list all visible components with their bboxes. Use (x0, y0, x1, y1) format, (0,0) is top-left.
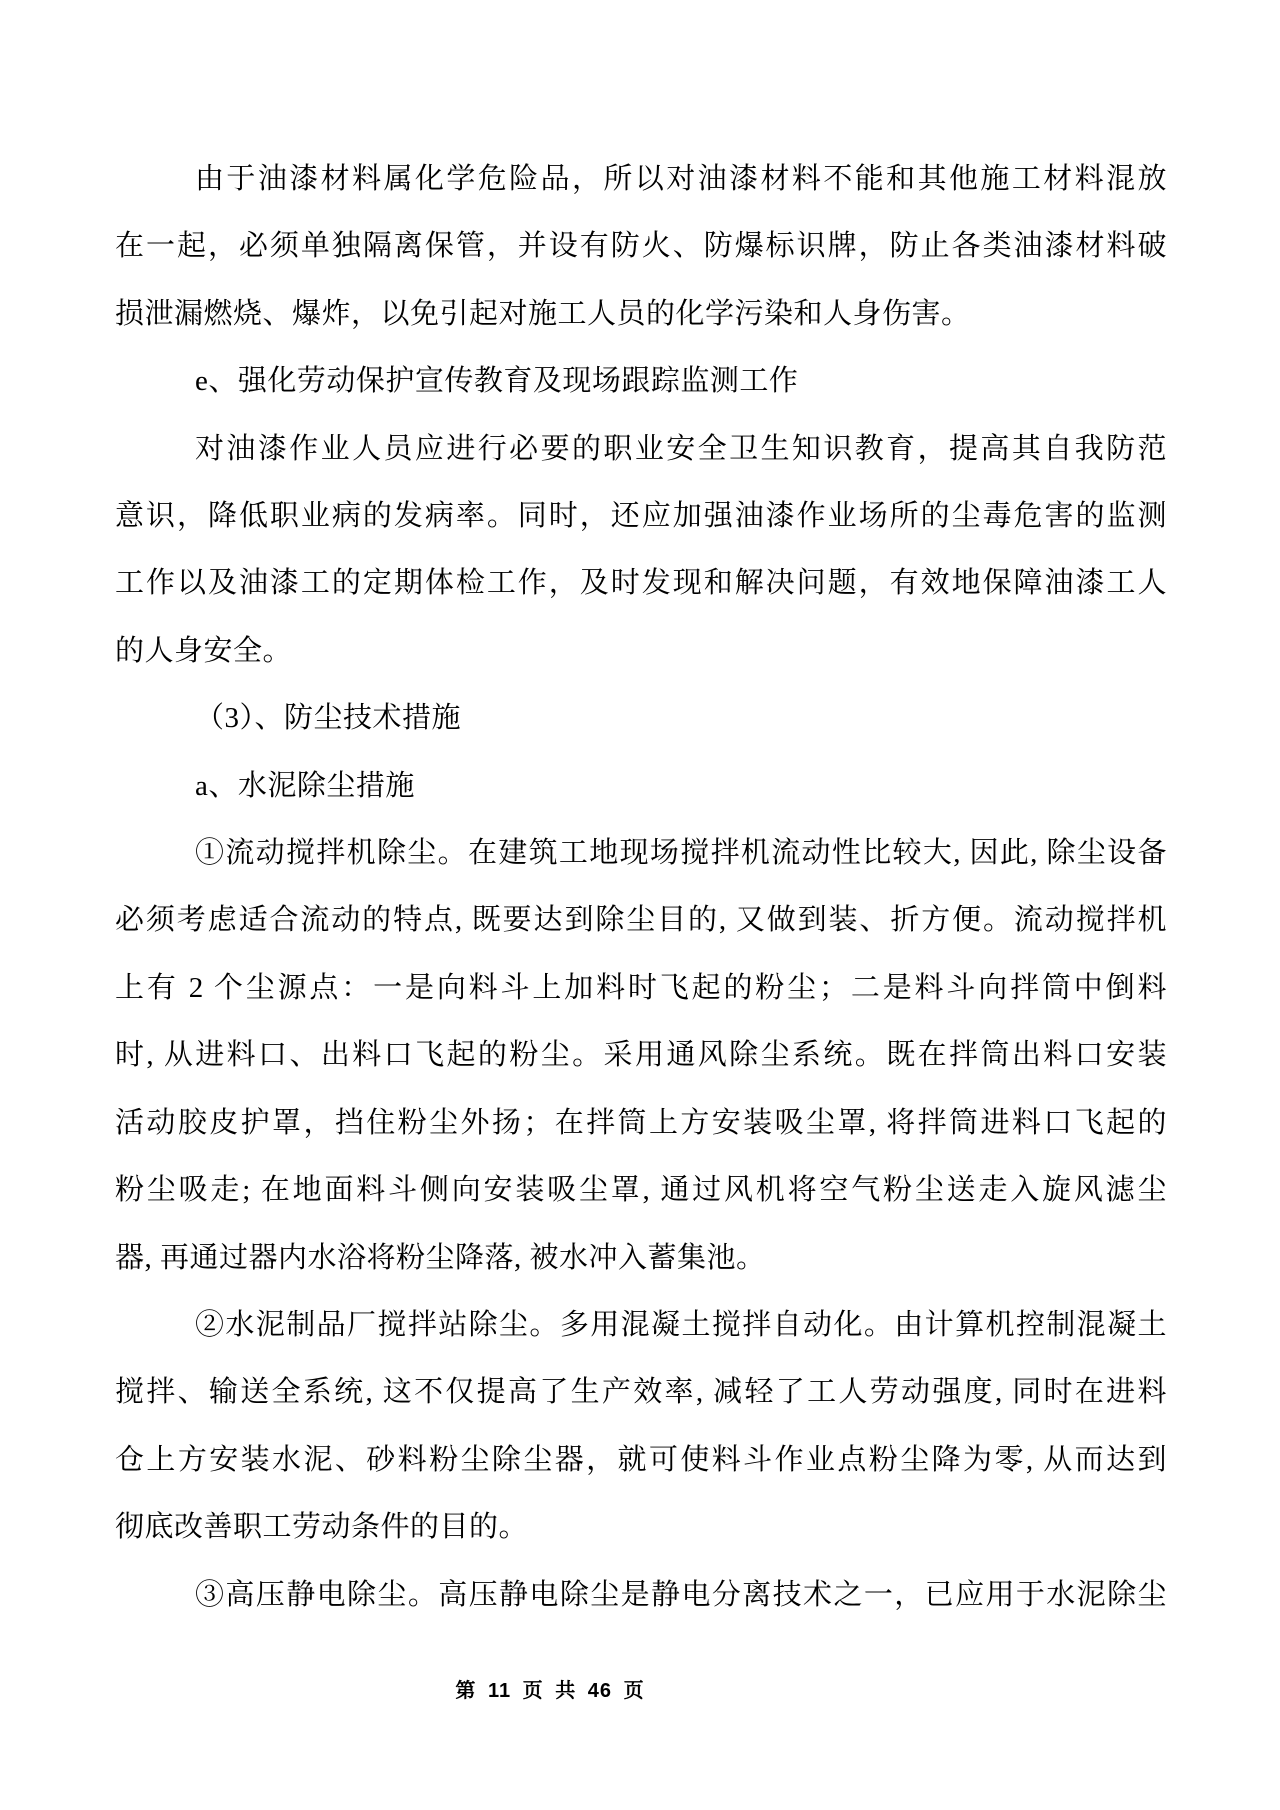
text-line: 器, 再通过器内水浴将粉尘降落, 被水冲入蓄集池。 (115, 1241, 766, 1274)
text-line: 工作以及油漆工的定期体检工作，及时发现和解决问题，有效地保障油漆工人 (115, 567, 1167, 600)
text-line: 仓上方安装水泥、砂料粉尘除尘器，就可使料斗作业点粉尘降为零, 从而达到 (115, 1443, 1167, 1476)
text-line: a、水泥除尘措施 (195, 769, 415, 802)
text-line: 在一起，必须单独隔离保管，并设有防火、防爆标识牌，防止各类油漆材料破 (115, 230, 1167, 263)
text-line: 由于油漆材料属化学危险品，所以对油漆材料不能和其他施工材料混放 (195, 163, 1167, 195)
text-line: 对油漆作业人员应进行必要的职业安全卫生知识教育，提高其自我防范 (195, 432, 1167, 465)
text-line: 意识，降低职业病的发病率。同时，还应加强油漆作业场所的尘毒危害的监测 (115, 500, 1167, 533)
text-line: 的人身安全。 (115, 634, 293, 667)
text-line: 时, 从进料口、出料口飞起的粉尘。采用通风除尘系统。既在拌筒出料口安装 (115, 1039, 1167, 1072)
text-line: 彻底改善职工劳动条件的目的。 (115, 1511, 529, 1544)
document-body (115, 146, 1167, 1629)
text-line: e、强化劳动保护宣传教育及现场跟踪监测工作 (195, 365, 799, 398)
text-line: 上有 2 个尘源点：一是向料斗上加料时飞起的粉尘；二是料斗向拌筒中倒料 (115, 971, 1167, 1004)
text-line: 搅拌、输送全系统, 这不仅提高了生产效率, 减轻了工人劳动强度, 同时在进料 (115, 1376, 1167, 1409)
text-line: ①流动搅拌机除尘。在建筑工地现场搅拌机流动性比较大, 因此, 除尘设备 (195, 837, 1167, 870)
text-line: 损泄漏燃烧、爆炸，以免引起对施工人员的化学污染和人身伤害。 (115, 297, 971, 330)
text-line: ②水泥制品厂搅拌站除尘。多用混凝土搅拌自动化。由计算机控制混凝土 (195, 1308, 1167, 1341)
text-line: （3）、防尘技术措施 (195, 702, 462, 735)
page-footer (455, 1678, 644, 1704)
text-line: 粉尘吸走; 在地面料斗侧向安装吸尘罩, 通过风机将空气粉尘送走入旋风滤尘 (115, 1174, 1167, 1207)
text-line: ③高压静电除尘。高压静电除尘是静电分离技术之一，已应用于水泥除尘 (195, 1578, 1167, 1611)
page-number-text: 第 11 页 共 46 页 (455, 1680, 645, 1702)
text-line: 必须考虑适合流动的特点, 既要达到除尘目的, 又做到装、折方便。流动搅拌机 (115, 904, 1167, 937)
text-line: 活动胶皮护罩，挡住粉尘外扬；在拌筒上方安装吸尘罩, 将拌筒进料口飞起的 (115, 1106, 1167, 1139)
